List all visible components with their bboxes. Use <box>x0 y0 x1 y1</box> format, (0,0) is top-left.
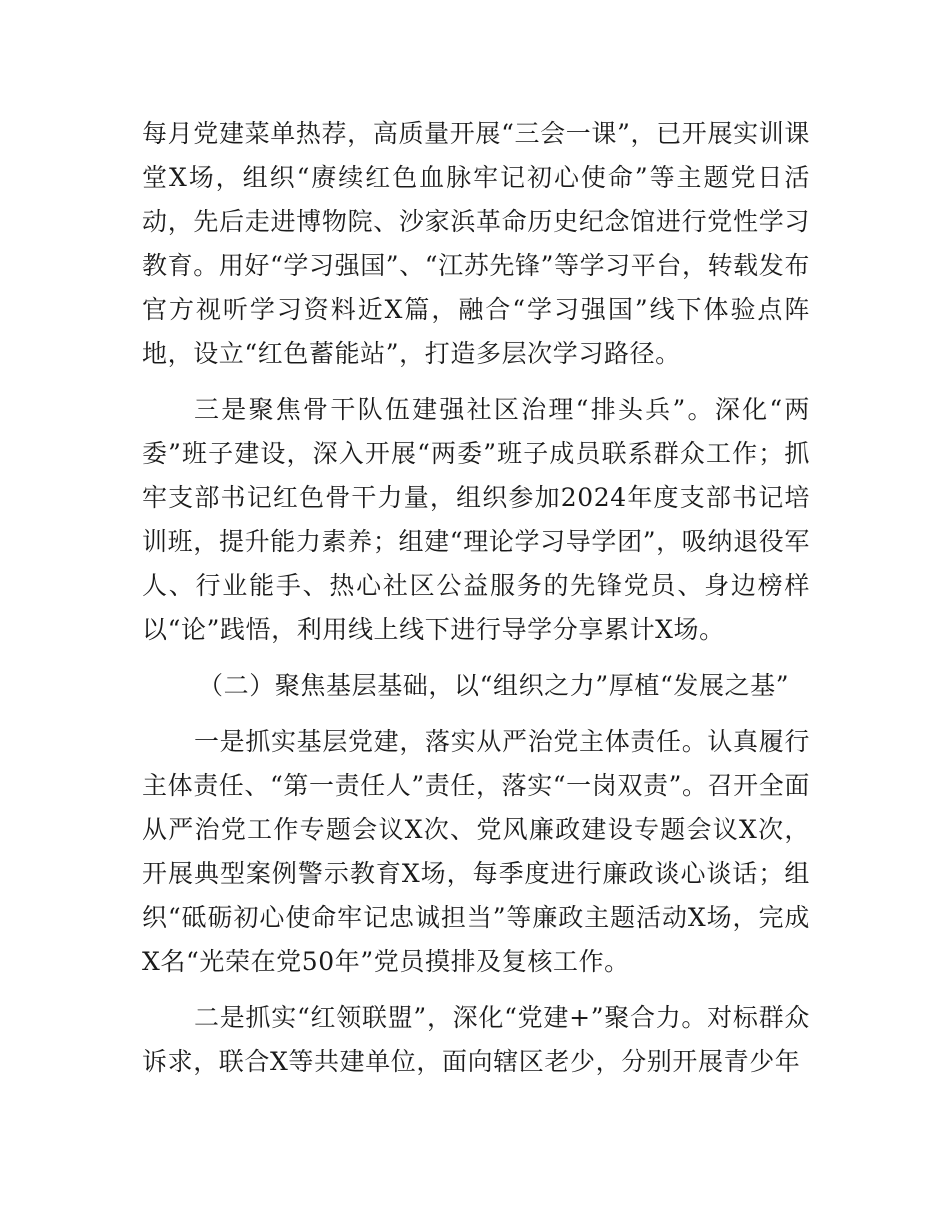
section-heading-grassroots: （二）聚焦基层基础，以“组织之力”厚植“发展之基” <box>198 671 790 700</box>
paragraph-backbone-team: 三是聚焦骨干队伍建强社区治理“排头兵”。深化“两委”班子建设，深入开展“两委”班子成员联系群众工作；抓牢支部书记红色骨干力量，组织参加2024年度支部书记培训班，提升能力素养；组建“理论学习导学团”，吸纳退役军人、行业能手、热心社区公益服务的先锋党员、身边榜样以“论”践悟，利用线上线下进行导学分享累计X场。 <box>142 395 810 644</box>
paragraph-study-activities: 每月党建菜单热荐，高质量开展“三会一课”，已开展实训课堂X场，组织“赓续红色血脉牢记初心使命”等主题党日活动，先后走进博物院、沙家浜革命历史纪念馆进行党性学习教育。用好“学习强国”、“江苏先锋”等学习平台，转载发布官方视听学习资料近X篇，融合“学习强国”线下体验点阵地，设立“红色蓄能站”，打造多层次学习路径。 <box>142 119 810 368</box>
document-page <box>142 112 810 1084</box>
paragraph-red-alliance: 二是抓实“红领联盟”，深化“党建+”聚合力。对标群众诉求，联合X等共建单位，面向辖区老少，分别开展青少年 <box>142 1003 810 1076</box>
paragraph-party-building: 一是抓实基层党建，落实从严治党主体责任。认真履行主体责任、“第一责任人”责任，落实“一岗双责”。召开全面从严治党工作专题会议X次、党风廉政建设专题会议X次，开展典型案例警示教育X场，每季度进行廉政谈心谈话；组织“砥砺初心使命牢记忠诚担当”等廉政主题活动X场，完成X名“光荣在党50年”党员摸排及复核工作。 <box>142 727 810 976</box>
